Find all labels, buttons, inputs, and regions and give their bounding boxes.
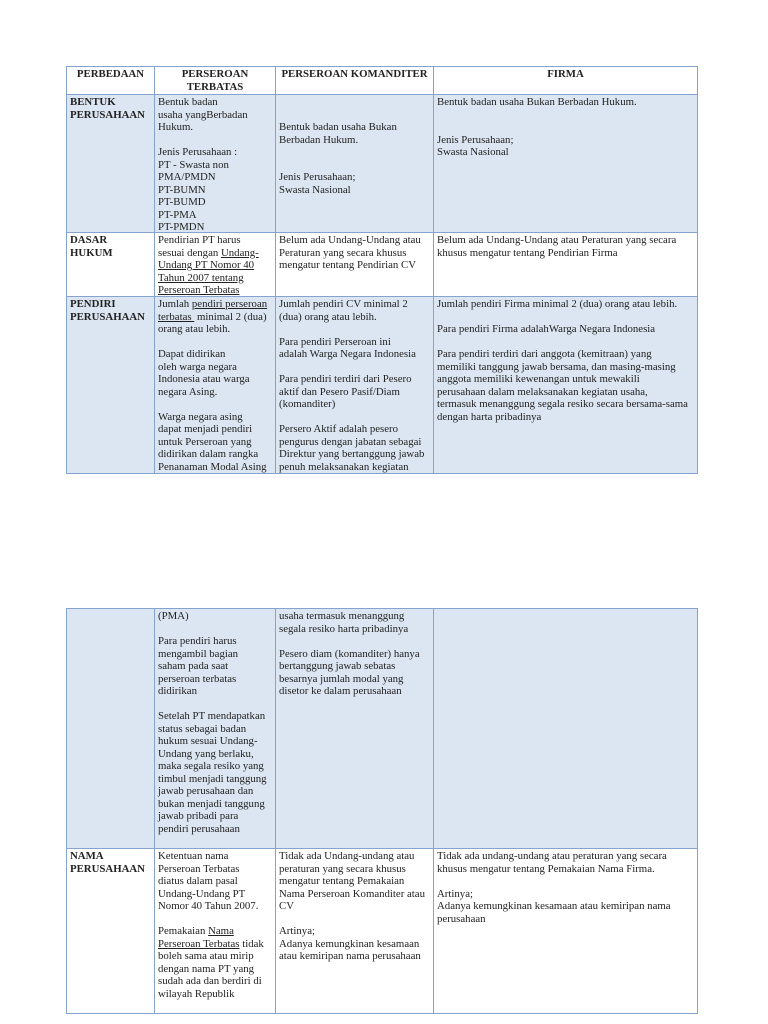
- blank-line: [279, 913, 430, 926]
- blank-line: [279, 146, 430, 159]
- text-line: usaha yangBerbadan: [158, 108, 248, 121]
- underlined-text: Perseroan Terbatas: [158, 284, 240, 296]
- text-segment: Pemakaian: [158, 925, 209, 937]
- underlined-text: Undang-: [220, 246, 259, 259]
- blank-line: [437, 311, 694, 324]
- text-line: PT-BUMD: [158, 196, 206, 208]
- text-line: PT-BUMN: [158, 183, 206, 196]
- perseroan-terbatas-cell: [155, 297, 276, 474]
- text-line: pengurus dengan jabatan sebagai: [279, 435, 422, 448]
- text-line: didirikan: [158, 685, 197, 697]
- text-line: Jenis Perusahaan;: [437, 133, 514, 146]
- text-line: dapat menjadi pendiri: [158, 423, 253, 435]
- text-line: mengatur tentang Pendirian CV: [279, 259, 417, 271]
- text-segment: sesuai dengan: [158, 246, 221, 259]
- firma-cell: [434, 849, 698, 1014]
- text-line: Nomor 40 Tahun 2007.: [158, 900, 259, 912]
- text-line: Peraturan yang secara khusus: [279, 246, 407, 259]
- text-line: Warga negara asing: [158, 410, 243, 423]
- underlined-text: Perseroan Terbatas: [158, 937, 240, 950]
- blank-line: [437, 336, 694, 349]
- comparison-table-part-2: [66, 608, 698, 1014]
- table-row-pendiri-perusahaan: [67, 297, 698, 474]
- text-line: Berbadan Hukum.: [279, 133, 359, 146]
- blank-line: [158, 913, 272, 926]
- text-segment: minimal 2 (dua): [194, 310, 267, 323]
- text-line: pendiri perusahaan: [158, 822, 240, 835]
- text-line: anggota memiliki kewenangan untuk mewakili: [437, 373, 640, 385]
- text-line: jawab pribadi para: [158, 810, 239, 822]
- blank-line: [279, 361, 430, 374]
- text-line: hukum sesuai Undang-: [158, 735, 258, 747]
- perseroan-komanditer-cell: [276, 297, 434, 474]
- text-line: FIRMA: [547, 68, 584, 80]
- text-line: Nama Perseroan Komanditer atau: [279, 887, 426, 900]
- table-row-dasar-hukum: [67, 233, 698, 297]
- text-line: oleh warga negara: [158, 360, 237, 373]
- blank-line: [158, 698, 272, 711]
- text-line: dengan nama PT yang: [158, 962, 255, 975]
- text-line: Para pendiri Perseroan ini: [279, 335, 391, 348]
- blank-line: [158, 398, 272, 411]
- text-line: [158, 298, 272, 311]
- text-line: Swasta Nasional: [279, 183, 351, 196]
- row-label-cell: [67, 95, 155, 233]
- text-line: (PMA): [158, 610, 189, 622]
- blank-line: [437, 121, 694, 134]
- text-line: segala resiko harta pribadinya: [279, 622, 409, 635]
- text-line: PMA/PMDN: [158, 171, 216, 183]
- comparison-table-part-1: [66, 66, 698, 474]
- header-cell-firma: [434, 67, 698, 95]
- text-line: khusus mengatur tentang Pendirian Firma: [437, 246, 618, 259]
- blank-line: [158, 623, 272, 636]
- text-line: aktif dan Pesero Pasif/Diam: [279, 385, 400, 398]
- text-line: perusahaan: [437, 912, 486, 925]
- text-line: status sebagai badan: [158, 722, 247, 735]
- underlined-text: pendiri perseroan: [191, 298, 268, 310]
- text-line: saham pada saat: [158, 660, 229, 672]
- text-line: khusus mengatur tentang Pemakaian Nama Firma.: [437, 862, 655, 875]
- blank-line: [279, 96, 430, 109]
- text-line: memiliki tanggung jawab bersama, dan masing-masing: [437, 360, 676, 373]
- header-cell-perbedaan: [67, 67, 155, 95]
- text-line: orang atau lebih.: [158, 323, 231, 335]
- underlined-text: terbatas: [158, 310, 195, 323]
- text-line: mengambil bagian: [158, 647, 239, 660]
- perseroan-terbatas-cell: [155, 849, 276, 1014]
- text-line: (komanditer): [279, 398, 336, 410]
- text-line: Adanya kemungkinan kesamaan: [279, 937, 420, 950]
- text-line: perseroan terbatas: [158, 672, 237, 685]
- text-line: perusahaan dalam melaksanakan kegiatan usaha,: [437, 385, 648, 398]
- text-line: TERBATAS: [186, 80, 244, 93]
- text-line: PERSEROAN: [181, 68, 249, 80]
- text-line: PERUSAHAAN: [70, 862, 145, 875]
- perseroan-komanditer-cell: [276, 95, 434, 233]
- text-line: [158, 311, 272, 324]
- text-line: Bentuk badan: [158, 96, 218, 108]
- text-line: maka segala resiko yang: [158, 760, 264, 772]
- blank-line: [437, 109, 694, 122]
- text-line: jawab perusahaan dan: [158, 785, 254, 797]
- text-line: PT-PMDN: [158, 221, 205, 233]
- text-line: BENTUK: [70, 96, 116, 108]
- text-line: usaha termasuk menanggung: [279, 610, 405, 622]
- text-line: mengatur tentang Pemakaian: [279, 875, 405, 887]
- text-line: (dua) orang atau lebih.: [279, 310, 377, 323]
- text-line: adalah Warga Negara Indonesia: [279, 348, 416, 360]
- header-cell-perseroan-komanditer: [276, 67, 434, 95]
- text-line: penuh melaksanakan kegiatan: [279, 460, 409, 473]
- text-line: Belum ada Undang-Undang atau Peraturan yang secara: [437, 234, 677, 246]
- text-line: Bentuk badan usaha Bukan Berbadan Hukum.: [437, 96, 637, 108]
- perseroan-komanditer-cell: [276, 233, 434, 297]
- text-line: Jenis Perusahaan;: [279, 171, 356, 183]
- text-line: boleh sama atau mirip: [158, 950, 254, 962]
- blank-line: [279, 323, 430, 336]
- row-label-cell: [67, 849, 155, 1014]
- text-line: PT-PMA: [158, 208, 197, 221]
- text-line: bertanggung jawab sebatas: [279, 660, 396, 672]
- text-line: Hukum.: [158, 121, 194, 133]
- text-line: Jumlah pendiri Firma minimal 2 (dua) orang atau lebih.: [437, 298, 678, 310]
- text-line: bukan menjadi tanggung: [158, 797, 265, 810]
- text-line: PERBEDAAN: [76, 68, 145, 80]
- text-segment: tidak: [239, 937, 264, 950]
- text-line: diatus dalam pasal: [158, 875, 238, 887]
- text-line: Indonesia atau warga: [158, 373, 250, 385]
- blank-line: [279, 635, 430, 648]
- text-line: Artinya;: [437, 887, 473, 900]
- text-line: Tidak ada Undang-undang atau: [279, 850, 415, 862]
- text-line: [158, 259, 272, 272]
- text-line: Penanaman Modal Asing: [158, 460, 267, 473]
- text-line: Jumlah pendiri CV minimal 2: [279, 298, 408, 310]
- table-row-nama-perusahaan: [67, 849, 698, 1014]
- text-line: atau kemiripan nama perusahaan: [279, 950, 421, 962]
- text-line: [158, 284, 272, 297]
- blank-line: [437, 875, 694, 888]
- perseroan-komanditer-cell: [276, 849, 434, 1014]
- text-line: PERSEROAN KOMANDITER: [281, 68, 428, 80]
- text-line: didirikan dalam rangka: [158, 448, 259, 460]
- text-line: Direktur yang bertanggung jawab: [279, 448, 425, 460]
- text-line: Undang-Undang PT: [158, 887, 246, 900]
- text-line: [158, 925, 272, 938]
- text-line: timbul menjadi tanggung: [158, 772, 267, 785]
- text-line: untuk Perseroan yang: [158, 435, 252, 448]
- text-segment: Jumlah: [158, 298, 192, 310]
- table-row-pendiri-perusahaan-continued: [67, 609, 698, 849]
- perseroan-terbatas-cell: [155, 233, 276, 297]
- underlined-text: Undang PT Nomor 40: [158, 259, 255, 271]
- text-line: Bentuk badan usaha Bukan: [279, 121, 397, 133]
- text-line: CV: [279, 900, 294, 912]
- blank-line: [279, 159, 430, 172]
- text-line: Setelah PT mendapatkan: [158, 710, 266, 722]
- perseroan-terbatas-cell: [155, 609, 276, 849]
- text-line: DASAR: [70, 234, 108, 246]
- row-label-cell: [67, 297, 155, 474]
- text-line: Jenis Perusahaan :: [158, 146, 238, 158]
- text-line: Ketentuan nama: [158, 850, 229, 862]
- blank-line: [158, 134, 272, 147]
- text-line: PERUSAHAAN: [70, 310, 145, 323]
- text-line: Para pendiri terdiri dari anggota (kemitraan) yang: [437, 348, 652, 360]
- text-line: Persero Aktif adalah pesero: [279, 423, 399, 435]
- text-line: Para pendiri Firma adalahWarga Negara Indonesia: [437, 323, 656, 335]
- text-line: [158, 938, 272, 951]
- text-line: Pesero diam (komanditer) hanya: [279, 647, 420, 660]
- blank-line: [279, 109, 430, 122]
- text-line: Swasta Nasional: [437, 146, 509, 158]
- firma-cell: [434, 297, 698, 474]
- text-line: Artinya;: [279, 925, 315, 937]
- text-line: negara Asing.: [158, 385, 218, 398]
- table-header-row: [67, 67, 698, 95]
- blank-line: [158, 336, 272, 349]
- row-label-cell: [67, 609, 155, 849]
- text-line: disetor ke dalam perusahaan: [279, 685, 402, 697]
- row-label-cell: [67, 233, 155, 297]
- text-line: termasuk menanggung segala resiko secara bersama-sama: [437, 398, 688, 410]
- text-line: [158, 272, 272, 285]
- header-cell-perseroan-terbatas: [155, 67, 276, 95]
- perseroan-komanditer-cell: [276, 609, 434, 849]
- text-line: PT - Swasta non: [158, 158, 229, 171]
- firma-cell: [434, 609, 698, 849]
- text-line: Para pendiri harus: [158, 635, 237, 647]
- text-line: peraturan yang secara khusus: [279, 862, 406, 875]
- text-line: dengan harta pribadinya: [437, 410, 542, 423]
- text-line: Dapat didirikan: [158, 348, 226, 360]
- text-line: HUKUM: [70, 246, 113, 259]
- text-line: Para pendiri terdiri dari Pesero: [279, 373, 412, 385]
- text-line: Pendirian PT harus: [158, 234, 241, 246]
- perseroan-terbatas-cell: [155, 95, 276, 233]
- underlined-text: Nama: [208, 925, 234, 937]
- text-line: Belum ada Undang-Undang atau: [279, 234, 421, 246]
- text-line: besarnya jumlah modal yang: [279, 672, 404, 685]
- text-line: PENDIRI: [70, 298, 116, 310]
- text-line: NAMA: [70, 850, 104, 862]
- text-line: Tidak ada undang-undang atau peraturan yang secara: [437, 850, 667, 862]
- text-line: sudah ada dan berdiri di: [158, 975, 262, 987]
- firma-cell: [434, 233, 698, 297]
- table-row-bentuk-perusahaan: [67, 95, 698, 233]
- blank-line: [279, 411, 430, 424]
- underlined-text: Tahun 2007 tentang: [158, 271, 244, 284]
- text-line: wilayah Republik: [158, 987, 235, 1000]
- text-line: Undang yang berlaku,: [158, 747, 254, 760]
- text-line: PERUSAHAAN: [70, 108, 145, 121]
- text-line: Adanya kemungkinan kesamaan atau kemiripan nama: [437, 900, 671, 912]
- text-line: Perseroan Terbatas: [158, 862, 240, 875]
- firma-cell: [434, 95, 698, 233]
- text-line: [158, 247, 272, 260]
